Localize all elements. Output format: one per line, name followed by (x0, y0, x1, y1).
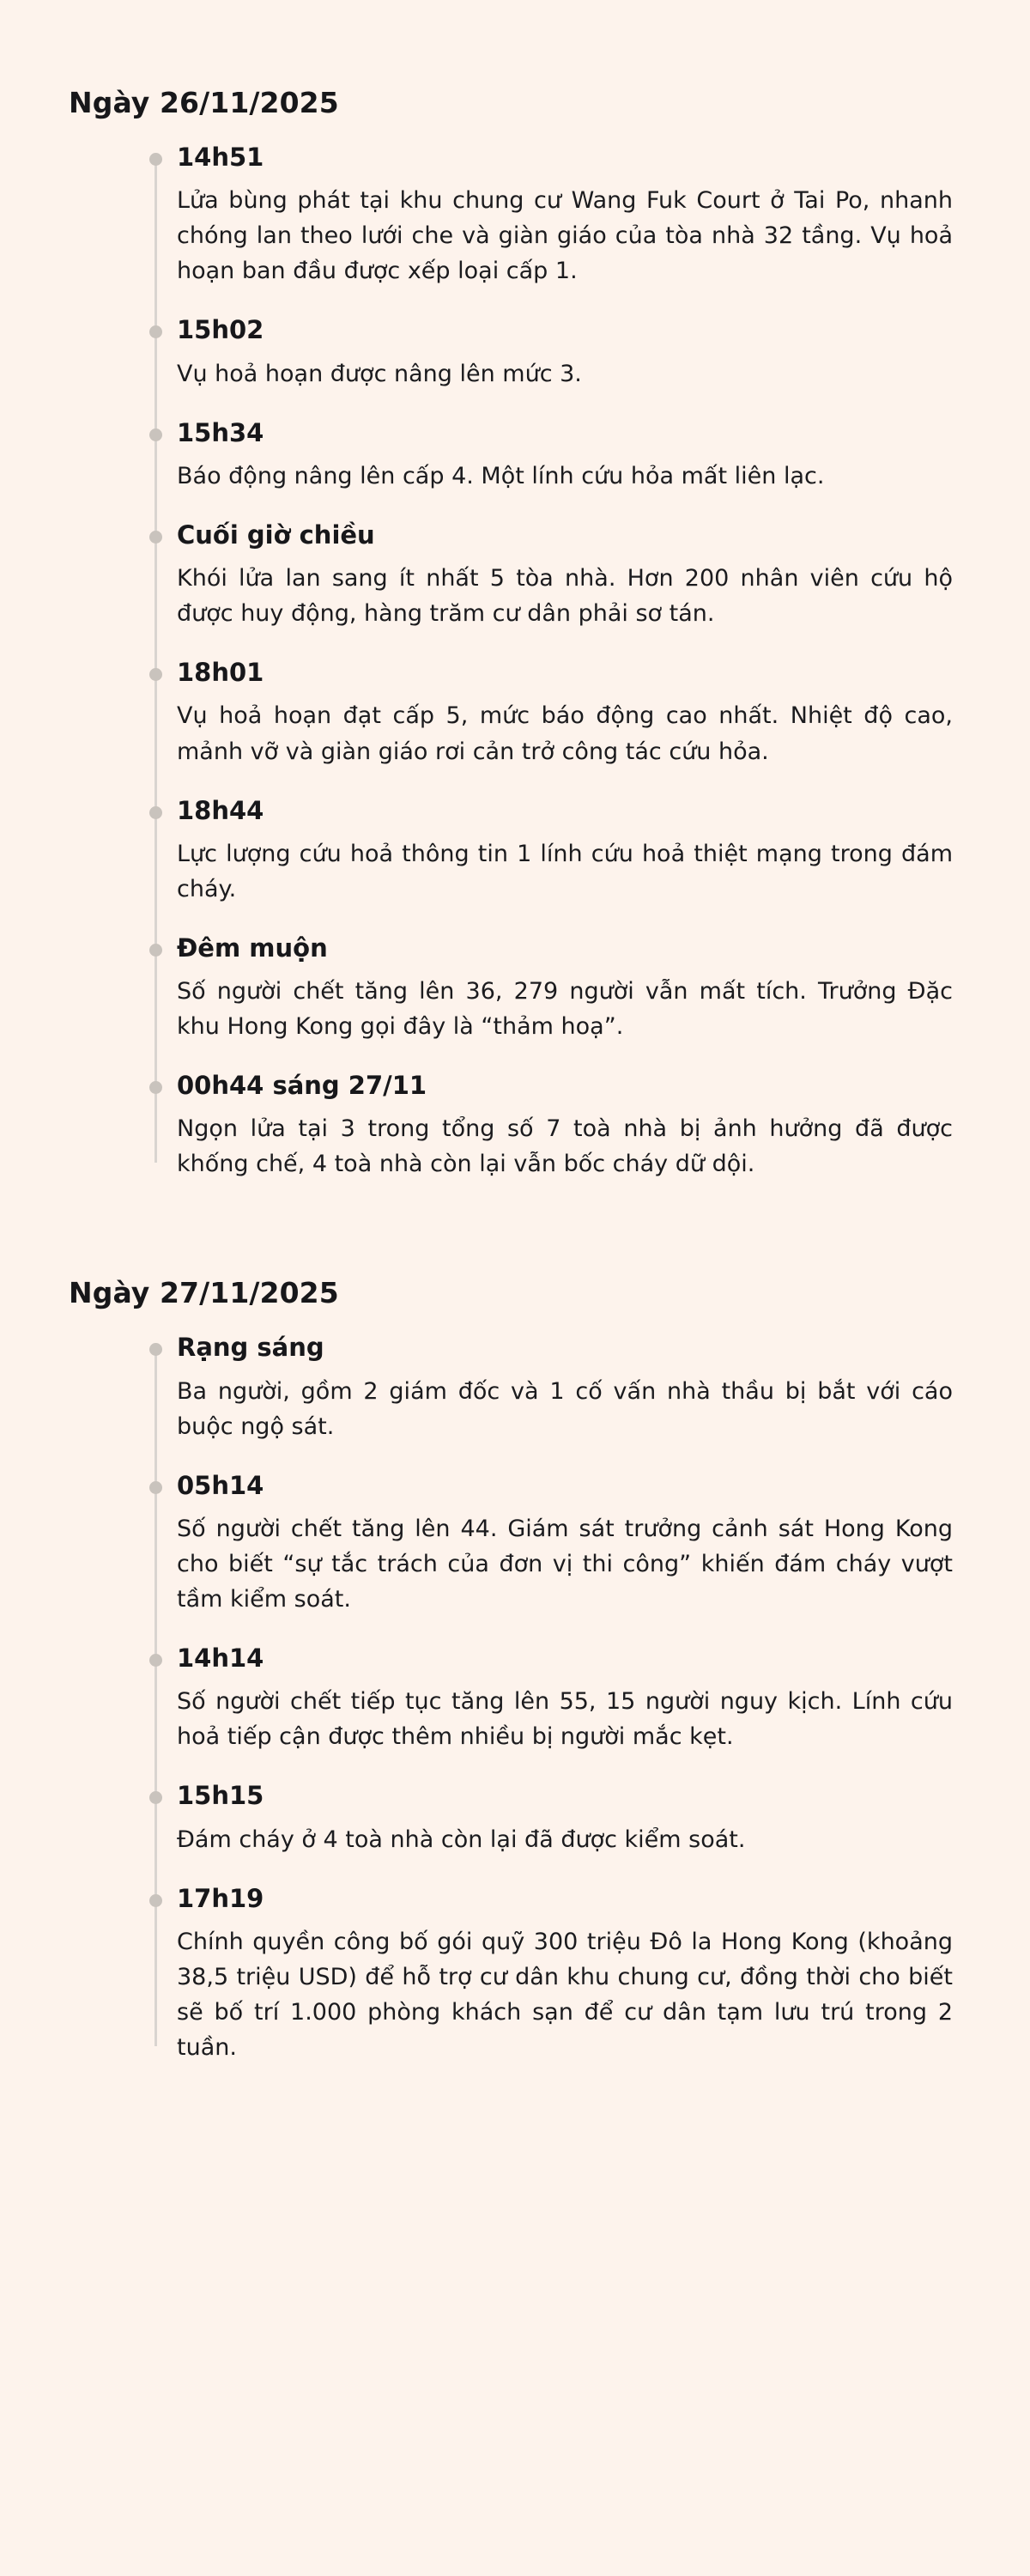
entry-time: 15h34 (177, 417, 264, 447)
entry-time: Rạng sáng (177, 1333, 324, 1363)
section-spacer (69, 1242, 953, 1276)
entry-text: Số người chết tăng lên 44. Giám sát trưởng cảnh sát Hong Kong cho biết “sự tắc trách của đơn vị thi công” khiến đám cháy vượt tầm kiểm soát. (177, 1516, 953, 1613)
timeline-dot-icon (149, 806, 162, 819)
timeline-entry (82, 417, 953, 519)
timeline-track (82, 142, 953, 1182)
entry-time: 18h01 (177, 658, 264, 688)
day-block (69, 1276, 953, 2065)
timeline-dot-icon (149, 1081, 162, 1094)
entry-text: Báo động nâng lên cấp 4. Một lính cứu hỏa mất liên lạc. (177, 462, 825, 489)
entry-time: Cuối giờ chiều (177, 519, 375, 550)
day-heading: Ngày 26/11/2025 (69, 86, 339, 119)
entry-time: 18h44 (177, 795, 264, 825)
entry-text: Lửa bùng phát tại khu chung cư Wang Fuk Court ở Tai Po, nhanh chóng lan theo lưới che và giàn giáo của tòa nhà 32 tầng. Vụ hoả hoạn ban đầu được xếp loại cấp 1. (177, 187, 953, 285)
entry-text: Lực lượng cứu hoả thông tin 1 lính cứu hoả thiệt mạng trong đám cháy. (177, 840, 953, 902)
timeline-dot-icon (149, 1343, 162, 1356)
timeline-entry (82, 519, 953, 657)
entry-time: 14h51 (177, 143, 264, 172)
entry-text: Vụ hoả hoạn được nâng lên mức 3. (177, 360, 582, 387)
timeline-entry (82, 314, 953, 416)
timeline-dot-icon (149, 668, 162, 681)
entry-time: 05h14 (177, 1470, 264, 1500)
entry-time: 00h44 sáng 27/11 (177, 1071, 427, 1101)
timeline-entry (82, 1883, 953, 2065)
timeline-dot-icon (149, 1481, 162, 1494)
timeline-dot-icon (149, 944, 162, 957)
timeline-track (82, 1332, 953, 2065)
timeline-entry (82, 933, 953, 1070)
entry-text: Vụ hoả hoạn đạt cấp 5, mức báo động cao nhất. Nhiệt độ cao, mảnh vỡ và giàn giáo rơi cản trở công tác cứu hỏa. (177, 702, 953, 765)
entry-text: Chính quyền công bố gói quỹ 300 triệu Đô la Hong Kong (khoảng 38,5 triệu USD) để hỗ trợ cư dân khu chung cư, đồng thời cho biết sẽ bố trí 1.000 phòng khách sạn để cư dân tạm lưu trú trong 2 tuần. (177, 1928, 953, 2062)
timeline-entry (82, 1470, 953, 1643)
timeline-entry (82, 1780, 953, 1882)
timeline-dot-icon (149, 428, 162, 441)
entry-text: Đám cháy ở 4 toà nhà còn lại đã được kiểm soát. (177, 1826, 746, 1853)
timeline-dot-icon (149, 1894, 162, 1907)
timeline-entry (82, 657, 953, 794)
entry-time: 15h15 (177, 1781, 264, 1811)
timeline-dot-icon (149, 153, 162, 166)
entry-time: Đêm muộn (177, 933, 328, 963)
day-block (69, 86, 953, 1182)
timeline-entry (82, 1332, 953, 1469)
timeline-dot-icon (149, 531, 162, 544)
timeline-entry (82, 795, 953, 933)
timeline-dot-icon (149, 1791, 162, 1804)
entry-text: Ba người, gồm 2 giám đốc và 1 cố vấn nhà thầu bị bắt với cáo buộc ngộ sát. (177, 1377, 953, 1440)
entry-text: Số người chết tiếp tục tăng lên 55, 15 người nguy kịch. Lính cứu hoả tiếp cận được thêm nhiều bị người mắc kẹt. (177, 1688, 953, 1751)
entry-text: Ngọn lửa tại 3 trong tổng số 7 toà nhà bị ảnh hưởng đã được khống chế, 4 toà nhà còn lại vẫn bốc cháy dữ dội. (177, 1115, 953, 1178)
entry-text: Khói lửa lan sang ít nhất 5 tòa nhà. Hơn 200 nhân viên cứu hộ được huy động, hàng trăm cư dân phải sơ tán. (177, 565, 953, 628)
timeline-entry (82, 142, 953, 314)
days-container (69, 86, 953, 2065)
timeline-entry (82, 1643, 953, 1780)
timeline-entry (82, 1070, 953, 1182)
entry-text: Số người chết tăng lên 36, 279 người vẫn mất tích. Trưởng Đặc khu Hong Kong gọi đây là “thảm hoạ”. (177, 978, 953, 1041)
day-heading: Ngày 27/11/2025 (69, 1276, 339, 1310)
timeline-dot-icon (149, 1654, 162, 1667)
timeline-dot-icon (149, 325, 162, 338)
entry-time: 15h02 (177, 315, 264, 345)
entry-time: 14h14 (177, 1643, 264, 1674)
entry-time: 17h19 (177, 1883, 264, 1913)
